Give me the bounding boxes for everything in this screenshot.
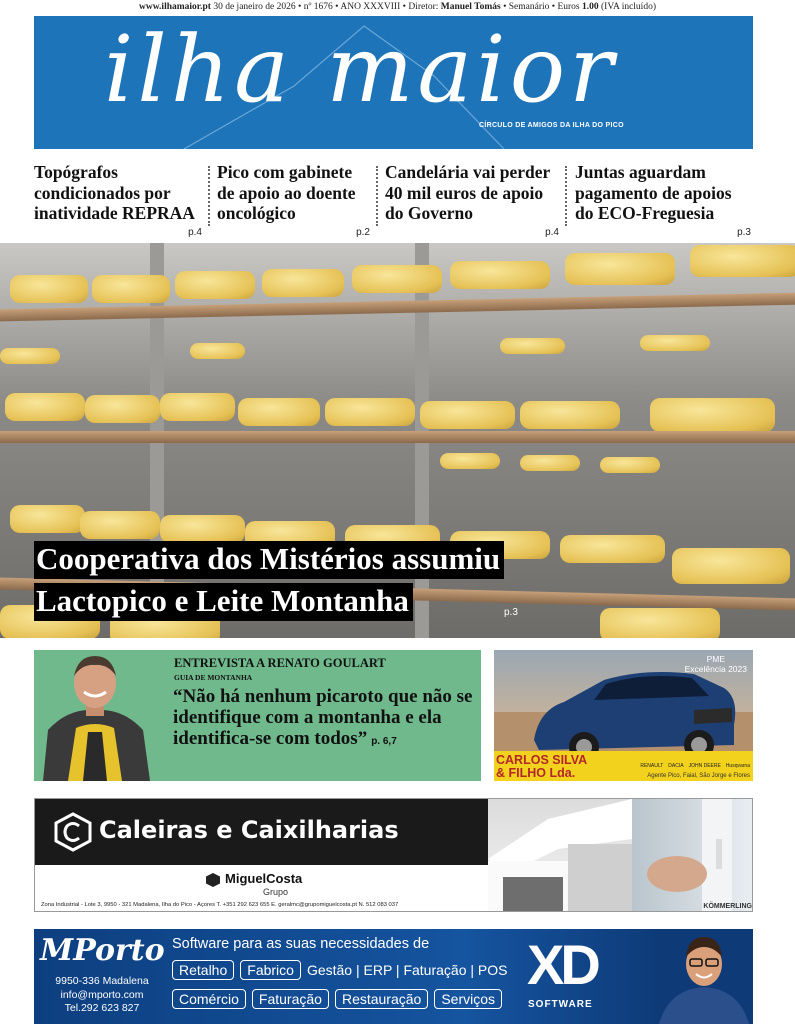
site-url[interactable]: www.ilhamaior.pt: [139, 2, 211, 12]
cheese-wheel: [690, 245, 795, 277]
caleiras-ad-banner: [35, 799, 488, 865]
cheese-wheel: [672, 548, 790, 584]
headline-text: Topógrafos condicionados por inatividade REPRAA: [34, 162, 195, 223]
xd-logo: XD: [527, 933, 597, 996]
headline-item[interactable]: [385, 162, 561, 240]
main-headline[interactable]: [34, 541, 518, 625]
cheese-wheel: [0, 348, 60, 364]
divider: [376, 166, 378, 226]
main-headline-line-1: Cooperativa dos Mistérios assumiu: [34, 541, 504, 579]
cheese-wheel: [352, 265, 442, 293]
cheese-wheel: [5, 393, 85, 421]
mporto-email[interactable]: info@mporto.com: [60, 988, 144, 1001]
shelf-board: [0, 431, 795, 443]
mporto-contact: [42, 975, 162, 1016]
headline-item[interactable]: [217, 162, 372, 240]
interview-kicker: ENTREVISTA A RENATO GOULART: [174, 656, 386, 670]
service-row-1: [172, 960, 507, 980]
cheese-wheel: [10, 275, 88, 303]
newspaper-tagline: CÍRCULO DE AMIGOS DA ILHA DO PICO: [479, 122, 624, 129]
cheese-wheel: [160, 515, 245, 543]
headline-page: p.4: [188, 227, 202, 238]
house-roof-icon: [488, 799, 632, 912]
cheese-wheel: [92, 275, 170, 303]
iva-note: (IVA incluído): [601, 2, 656, 12]
window-hand-photo: [632, 799, 753, 912]
interview-quote-text: “Não há nenhum picaroto que não se identifique com a montanha e ela identifica-se com todos”: [173, 686, 473, 749]
pme-label: PME: [706, 654, 726, 664]
miguelcosta-small-icon: [205, 872, 221, 888]
issue-info: 30 de janeiro de 2026 • nº 1676 • ANO XXXVIII • Diretor:: [213, 2, 439, 12]
service-list: Gestão | ERP | Faturação | POS: [306, 962, 508, 978]
service-pill-restauracao: Restauração: [335, 989, 428, 1009]
kommerling-brand: KÖMMERLING: [703, 903, 752, 910]
interview-teaser[interactable]: [34, 650, 481, 781]
caleiras-ad[interactable]: [34, 798, 753, 912]
miguelcosta-group: Grupo: [263, 887, 289, 897]
headline-text: Pico com gabinete de apoio ao doente oncológico: [217, 162, 356, 223]
headline-page: p.2: [356, 227, 370, 238]
cheese-wheel: [85, 395, 160, 423]
cheese-wheel: [565, 253, 675, 285]
miguelcosta-emblem-icon: [53, 812, 93, 852]
service-pill-faturacao: Faturação: [252, 989, 329, 1009]
smiling-man-photo: [654, 929, 753, 1024]
cheese-wheel: [600, 608, 720, 638]
cheese-wheel: [10, 505, 85, 533]
divider: [208, 166, 210, 226]
masthead-info-line: [0, 2, 795, 12]
cheese-wheel: [500, 338, 565, 354]
masthead: [34, 16, 753, 149]
cheese-wheel: [600, 457, 660, 473]
renault-logo-icon: RENAULT: [640, 763, 664, 769]
car-dealer-ad[interactable]: [494, 650, 753, 781]
cheese-wheel: [262, 269, 344, 297]
service-pill-fabrico: Fabrico: [240, 960, 301, 980]
dealer-name-line-2: & FILHO Lda.: [496, 766, 576, 780]
cheese-wheel: [80, 511, 160, 539]
mporto-software-ad[interactable]: [34, 929, 753, 1024]
mporto-slogan: Software para as suas necessidades de: [172, 936, 430, 952]
husqvarna-logo-icon: Husqvarna: [725, 763, 750, 769]
service-pill-comercio: Comércio: [172, 989, 246, 1009]
headline-text: Candelária vai perder 40 mil euros de apoio do Governo: [385, 162, 550, 223]
service-row-2: [172, 989, 502, 1009]
miguelcosta-brand: MiguelCosta: [225, 871, 303, 886]
interview-subtitle: GUIA DE MONTANHA: [174, 673, 253, 682]
headline-row: [34, 162, 753, 240]
caleiras-address: Zona Industrial - Lote 3, 9950 - 321 Madalena, Ilha do Pico - Açores T. +351 292 623 655 E. geralmc@grupomiguelcosta.pt N. 512 083 037: [41, 902, 399, 908]
headline-page: p.4: [545, 227, 559, 238]
dacia-logo-icon: DACIA: [668, 763, 684, 769]
interview-page: p. 6,7: [371, 736, 397, 747]
cheese-wheel: [420, 401, 515, 429]
dealer-name-line-1: CARLOS SILVA: [496, 753, 588, 767]
director-name: Manuel Tomás: [440, 2, 501, 12]
cheese-wheel: [450, 261, 550, 289]
main-headline-page: p.3: [504, 607, 518, 618]
service-pill-retalho: Retalho: [172, 960, 234, 980]
cheese-wheel: [520, 455, 580, 471]
headline-item[interactable]: [575, 162, 753, 240]
cheese-wheel: [175, 271, 255, 299]
house-gutter-photo: [488, 799, 632, 912]
newspaper-logo: ilha maior: [104, 16, 618, 123]
cheese-wheel: [325, 398, 415, 426]
john-deere-logo-icon: JOHN DEERE: [688, 763, 721, 769]
cheese-wheel: [440, 453, 500, 469]
cheese-wheel: [238, 398, 320, 426]
price: 1.00: [582, 2, 599, 12]
issue-info-2: • Semanário • Euros: [503, 2, 580, 12]
xd-software-label: SOFTWARE: [528, 999, 593, 1010]
cheese-wheel: [160, 393, 235, 421]
caleiras-title: Caleiras e Caixilharias: [99, 816, 399, 844]
cheese-wheel: [190, 343, 245, 359]
main-headline-line-2: Lactopico e Leite Montanha: [34, 583, 413, 621]
mporto-address: 9950-336 Madalena: [55, 975, 149, 987]
cheese-wheel: [520, 401, 620, 429]
interviewee-photo: [38, 650, 153, 781]
interview-quote: [173, 686, 473, 752]
headline-text: Juntas aguardam pagamento de apoios do ECO-Freguesia: [575, 162, 732, 223]
mporto-phone: Tel.292 623 827: [64, 1002, 140, 1014]
dealer-name: [496, 754, 587, 780]
mporto-logo: MPorto: [40, 933, 165, 968]
service-pill-servicos: Serviços: [434, 989, 502, 1009]
cheese-wheel: [560, 535, 665, 563]
headline-item[interactable]: [34, 162, 204, 240]
divider: [565, 166, 567, 226]
window-handle-icon: [632, 799, 753, 912]
cheese-wheel: [640, 335, 710, 351]
dealer-agents: Agente Pico, Faial, São Jorge e Flores: [647, 773, 750, 779]
headline-page: p.3: [737, 227, 751, 238]
cheese-wheel: [650, 398, 775, 432]
brand-logos: [640, 763, 750, 769]
pme-excellence-badge: [685, 654, 747, 674]
excellence-label: Excelência 2023: [684, 664, 747, 674]
